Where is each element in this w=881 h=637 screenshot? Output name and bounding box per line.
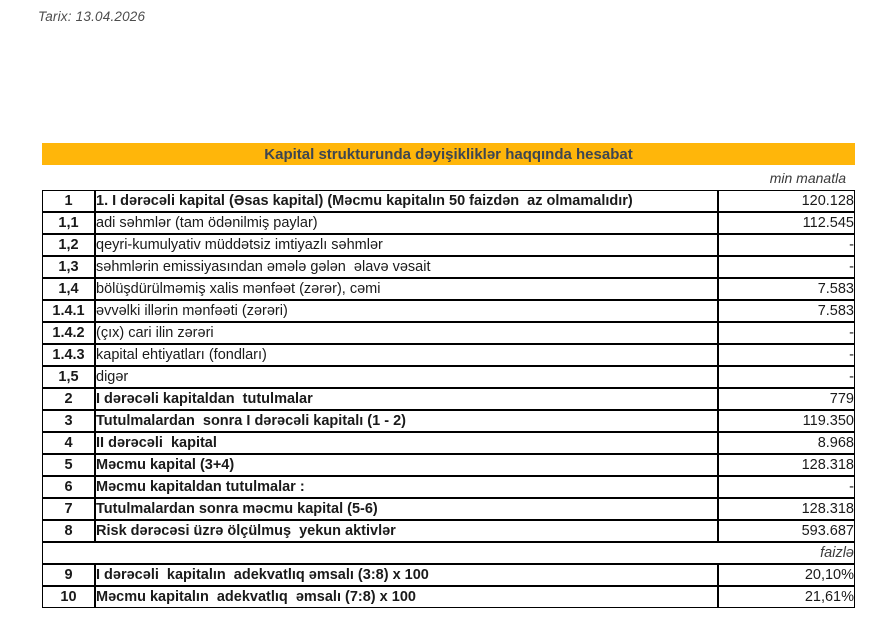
report-title: Kapital strukturunda dəyişikliklər haqqında hesabat (264, 145, 633, 163)
capital-table-body (42, 190, 855, 608)
row-number: 1,2 (42, 234, 95, 256)
row-label: Məcmu kapitaldan tutulmalar : (95, 476, 718, 498)
row-label: əvvəlki illərin mənfəəti (zərəri) (95, 300, 718, 322)
row-number: 8 (42, 520, 95, 542)
percent-unit-note: faizlə (42, 542, 855, 564)
row-number: 6 (42, 476, 95, 498)
row-number: 3 (42, 410, 95, 432)
table-row (42, 432, 855, 454)
table-row (42, 256, 855, 278)
row-number: 1,3 (42, 256, 95, 278)
row-label: qeyri-kumulyativ müddətsiz imtiyazlı səhmlər (95, 234, 718, 256)
row-value: 120.128 (718, 190, 855, 212)
table-row (42, 212, 855, 234)
row-value: 20,10% (718, 564, 855, 586)
report-date: Tarix: 13.04.2026 (38, 9, 146, 24)
row-value: 112.545 (718, 212, 855, 234)
unit-note-row (42, 542, 855, 564)
table-row (42, 366, 855, 388)
table-row (42, 520, 855, 542)
row-number: 10 (42, 586, 95, 608)
row-value: 779 (718, 388, 855, 410)
table-row (42, 564, 855, 586)
row-label: I dərəcəli kapitaldan tutulmalar (95, 388, 718, 410)
table-row (42, 454, 855, 476)
table-row (42, 410, 855, 432)
row-value: 21,61% (718, 586, 855, 608)
row-value: 128.318 (718, 454, 855, 476)
table-row (42, 278, 855, 300)
row-label: Məcmu kapital (3+4) (95, 454, 718, 476)
row-value: 7.583 (718, 300, 855, 322)
row-value: - (718, 476, 855, 498)
row-value: 7.583 (718, 278, 855, 300)
row-label: adi səhmlər (tam ödənilmiş paylar) (95, 212, 718, 234)
currency-unit-note: min manatla (769, 169, 846, 186)
table-row (42, 300, 855, 322)
row-label: digər (95, 366, 718, 388)
row-label: bölüşdürülməmiş xalis mənfəət (zərər), cəmi (95, 278, 718, 300)
row-number: 1 (42, 190, 95, 212)
row-number: 1,5 (42, 366, 95, 388)
row-number: 1.4.3 (42, 344, 95, 366)
table-row (42, 586, 855, 608)
row-value: - (718, 344, 855, 366)
row-number: 4 (42, 432, 95, 454)
row-number: 1.4.1 (42, 300, 95, 322)
row-label: Tutulmalardan sonra I dərəcəli kapitalı (1 - 2) (95, 410, 718, 432)
row-number: 1.4.2 (42, 322, 95, 344)
table-row (42, 322, 855, 344)
table-row (42, 344, 855, 366)
row-value: - (718, 256, 855, 278)
row-label: Tutulmalardan sonra məcmu kapital (5-6) (95, 498, 718, 520)
row-label: Məcmu kapitalın adekvatlıq əmsalı (7:8) x 100 (95, 586, 718, 608)
row-number: 1,4 (42, 278, 95, 300)
row-number: 2 (42, 388, 95, 410)
table-row (42, 388, 855, 410)
table-row (42, 190, 855, 212)
row-value: - (718, 366, 855, 388)
row-value: - (718, 234, 855, 256)
row-value: 119.350 (718, 410, 855, 432)
row-value: 128.318 (718, 498, 855, 520)
table-row (42, 234, 855, 256)
table-row (42, 498, 855, 520)
row-number: 7 (42, 498, 95, 520)
row-label: kapital ehtiyatları (fondları) (95, 344, 718, 366)
report-title-bar (42, 143, 855, 165)
row-label: səhmlərin emissiyasından əmələ gələn əlavə vəsait (95, 256, 718, 278)
row-label: Risk dərəcəsi üzrə ölçülmuş yekun aktivlər (95, 520, 718, 542)
row-label: (çıx) cari ilin zərəri (95, 322, 718, 344)
row-label: I dərəcəli kapitalın adekvatlıq əmsalı (3:8) x 100 (95, 564, 718, 586)
row-value: - (718, 322, 855, 344)
row-number: 5 (42, 454, 95, 476)
row-number: 1,1 (42, 212, 95, 234)
table-row (42, 476, 855, 498)
row-label: II dərəcəli kapital (95, 432, 718, 454)
row-value: 593.687 (718, 520, 855, 542)
row-number: 9 (42, 564, 95, 586)
row-label: 1. I dərəcəli kapital (Əsas kapital) (Məcmu kapitalın 50 faizdən az olmamalıdır) (95, 190, 718, 212)
capital-structure-table (42, 190, 855, 608)
row-value: 8.968 (718, 432, 855, 454)
capital-report (42, 143, 855, 608)
